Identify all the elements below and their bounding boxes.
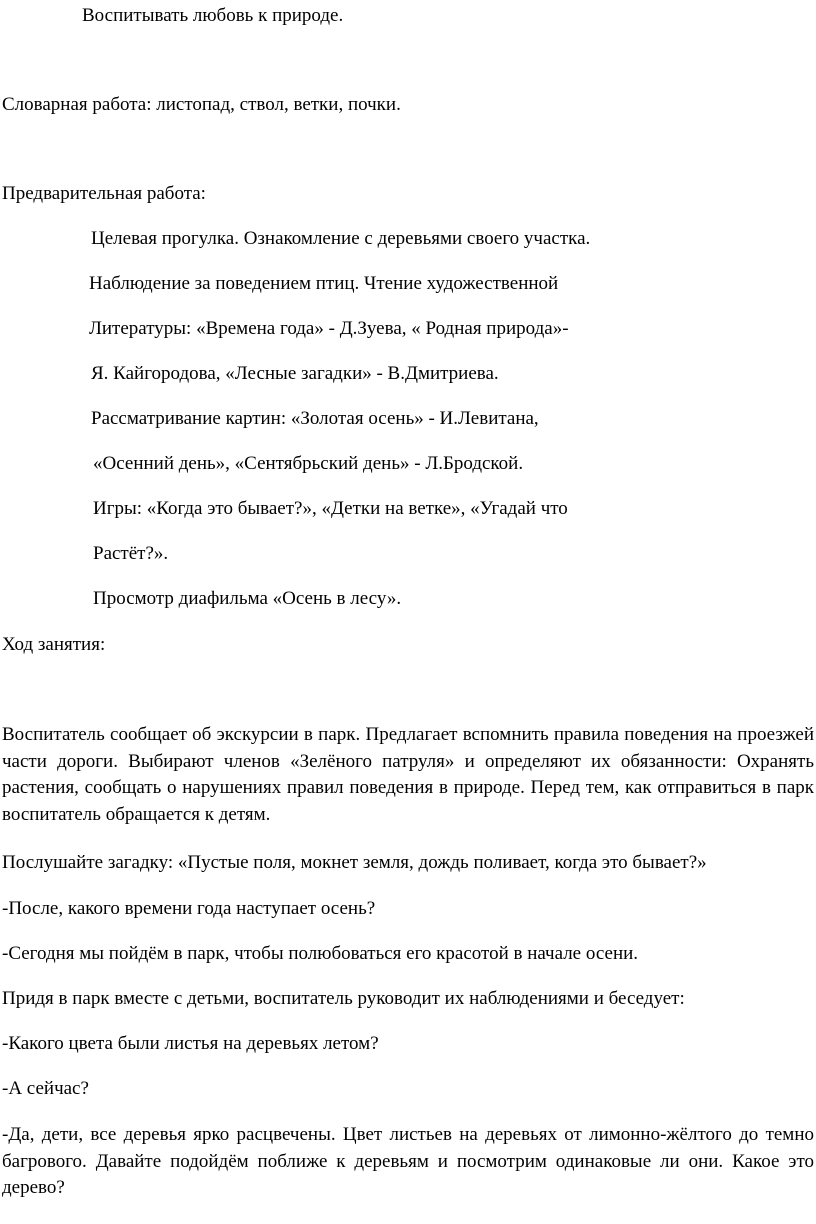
answer-paragraph: -Да, дети, все деревья ярко расцвечены. Цвет листьев на деревьях от лимонно-жёлтого до темно багрового. Давайте подойдём поближе к деревьям и посмотрим одинаковые ли они. Какое это дерево? — [2, 1124, 814, 1198]
preliminary-work-heading: Предварительная работа: — [2, 183, 206, 204]
today-line: -Сегодня мы пойдём в парк, чтобы полюбоваться его красотой в начале осени. — [2, 943, 639, 964]
vocabulary-work: Словарная работа: листопад, ствол, ветки, почки. — [2, 94, 401, 115]
lesson-heading: Ход занятия: — [2, 634, 106, 655]
preliminary-line-4: Я. Кайгородова, «Лесные загадки» - В.Дмитриева. — [91, 363, 499, 384]
preliminary-line-8: Растёт?». — [93, 543, 169, 564]
preliminary-line-6: «Осенний день», «Сентябрьский день» - Л.Бродской. — [93, 453, 524, 474]
lesson-intro-paragraph: Воспитатель сообщает об экскурсии в парк. Предлагает вспомнить правила поведения на проезжей части дороги. Выбирают членов «Зелёного патруля» и определяют их обязанности: Охранять растения, сообщать о нарушениях правил поведения в природе. Перед тем, как отправиться в парк воспитатель обращается к детям. — [2, 724, 814, 825]
preliminary-line-3: Литературы: «Времена года» - Д.Зуева, « Родная природа»- — [89, 318, 569, 339]
preliminary-line-1: Целевая прогулка. Ознакомление с деревьями своего участка. — [91, 228, 591, 249]
preliminary-line-7: Игры: «Когда это бывает?», «Детки на ветке», «Угадай что — [93, 498, 568, 519]
riddle-line: Послушайте загадку: «Пустые поля, мокнет земля, дождь поливает, когда это бывает?» — [2, 852, 707, 873]
arrival-line: Придя в парк вместе с детьми, воспитатель руководит их наблюдениями и беседует: — [2, 988, 685, 1009]
question-now: -А сейчас? — [2, 1078, 89, 1099]
preliminary-line-9: Просмотр диафильма «Осень в лесу». — [93, 588, 402, 609]
preliminary-line-2: Наблюдение за поведением птиц. Чтение художественной — [89, 273, 559, 294]
question-summer: -Какого цвета были листья на деревьях летом? — [2, 1033, 379, 1054]
question-season: -После, какого времени года наступает осень? — [2, 898, 376, 919]
goal-line: Воспитывать любовь к природе. — [82, 5, 344, 26]
preliminary-line-5: Рассматривание картин: «Золотая осень» - И.Левитана, — [91, 408, 539, 429]
